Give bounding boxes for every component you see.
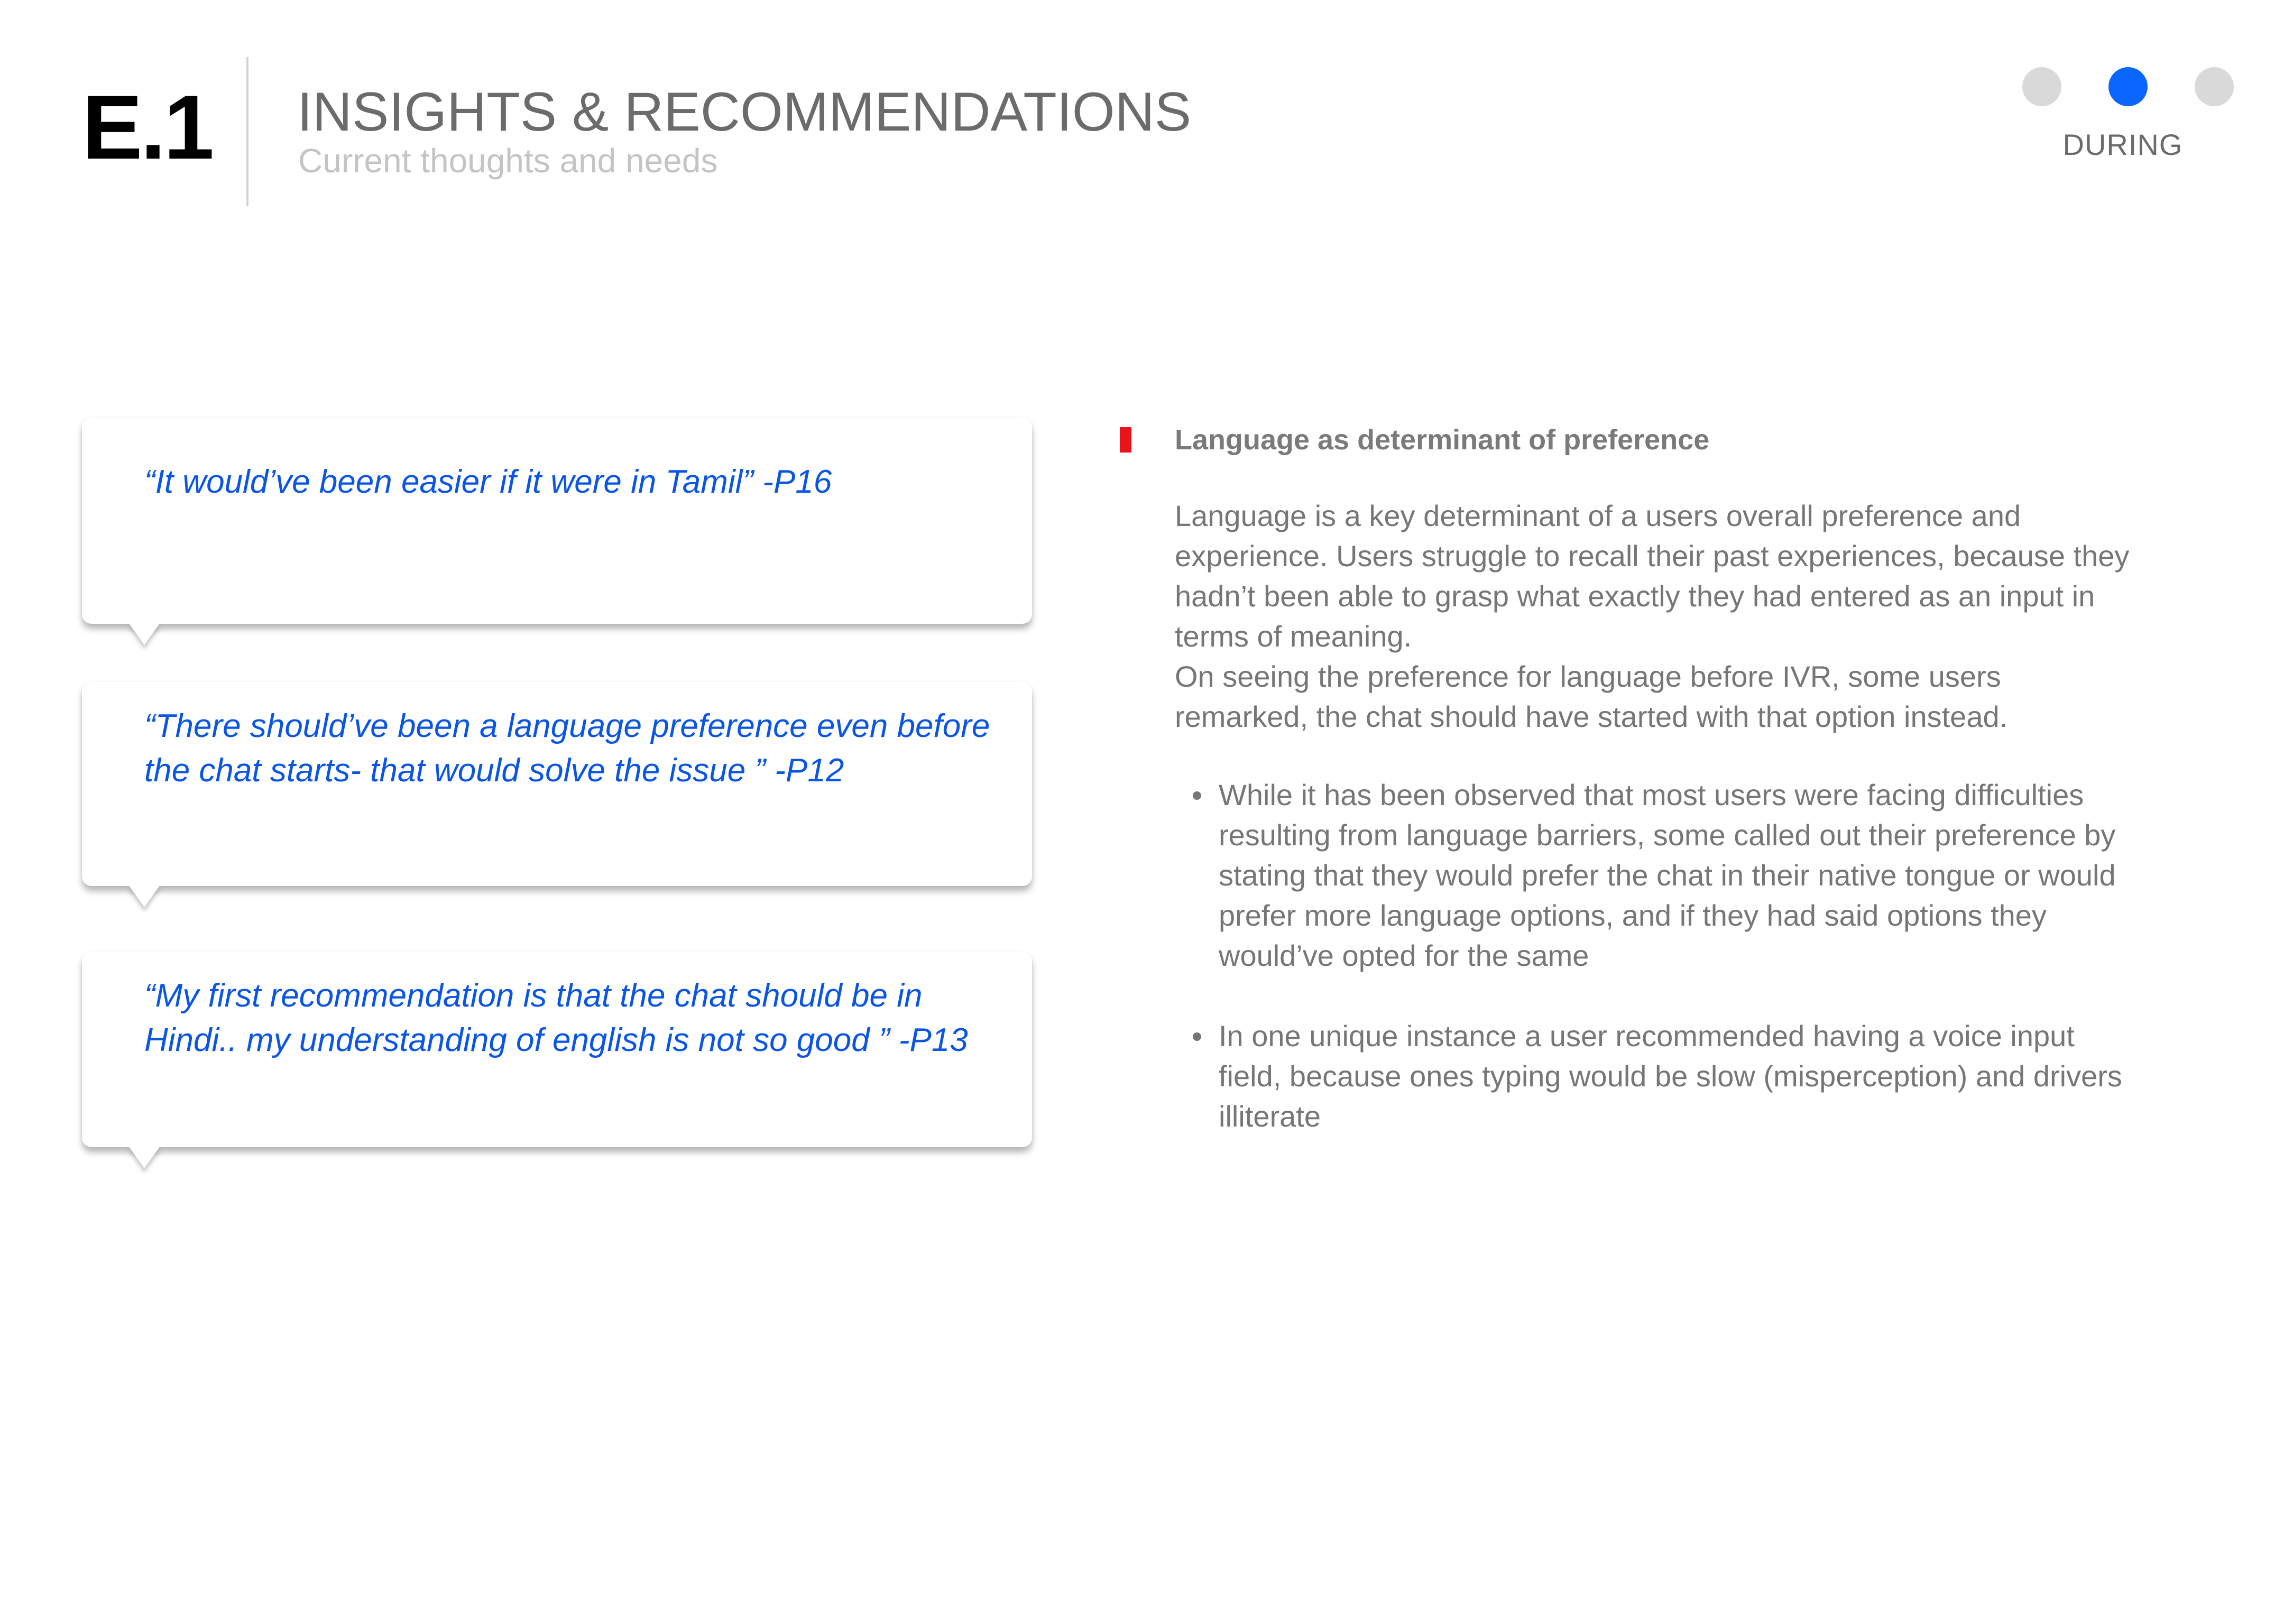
header-divider — [246, 57, 248, 206]
section-code: E.1 — [82, 77, 213, 178]
insight-paragraph: Language is a key determinant of a users overall preference and experience. Users struggle to recall their past experiences, because they hadn’t been able to grasp what exactly they had entered as an input in terms of meaning. — [1175, 499, 2130, 653]
insight-heading: Language as determinant of preference — [1175, 424, 1710, 456]
speech-bubble-tail — [128, 623, 160, 645]
stage-label: DURING — [2062, 128, 2183, 161]
quote-text: “It would’ve been easier if it were in Tamil” -P16 — [144, 464, 832, 500]
speech-bubble-tail — [128, 1146, 160, 1168]
insight-body — [1175, 496, 2137, 737]
stage-dot-after — [2195, 67, 2234, 106]
page-title: INSIGHTS & RECOMMENDATIONS — [297, 81, 1192, 143]
quote-bubble — [82, 682, 1032, 886]
stage-dot-during-active — [2108, 67, 2148, 106]
page-subtitle: Current thoughts and needs — [298, 142, 718, 180]
stage-indicator — [2022, 67, 2236, 106]
insight-bullet-list — [1175, 775, 2137, 1177]
quote-bubble — [82, 418, 1032, 624]
stage-dot-before — [2022, 67, 2061, 106]
insight-marker — [1120, 427, 1131, 453]
quote-bubble — [82, 952, 1032, 1147]
insight-bullet: While it has been observed that most users were facing difficulties resulting from language barriers, some called out their preference by stating that they would prefer the chat in their native tongue or would prefer more language options, and if they had said options they would’ve opted for the same — [1175, 775, 2137, 976]
quote-text: “My first recommendation is that the chat should be in Hindi.. my understanding of english is not so good ” -P13 — [144, 977, 968, 1058]
insight-bullet: In one unique instance a user recommended having a voice input field, because ones typing would be slow (misperception) and drivers illiterate — [1175, 1016, 2137, 1137]
quote-text: “There should’ve been a language preference even before the chat starts- that would solve the issue ” -P12 — [144, 708, 990, 789]
speech-bubble-tail — [128, 885, 160, 907]
insight-paragraph: On seeing the preference for language before IVR, some users remarked, the chat should have started with that option instead. — [1175, 660, 2008, 733]
